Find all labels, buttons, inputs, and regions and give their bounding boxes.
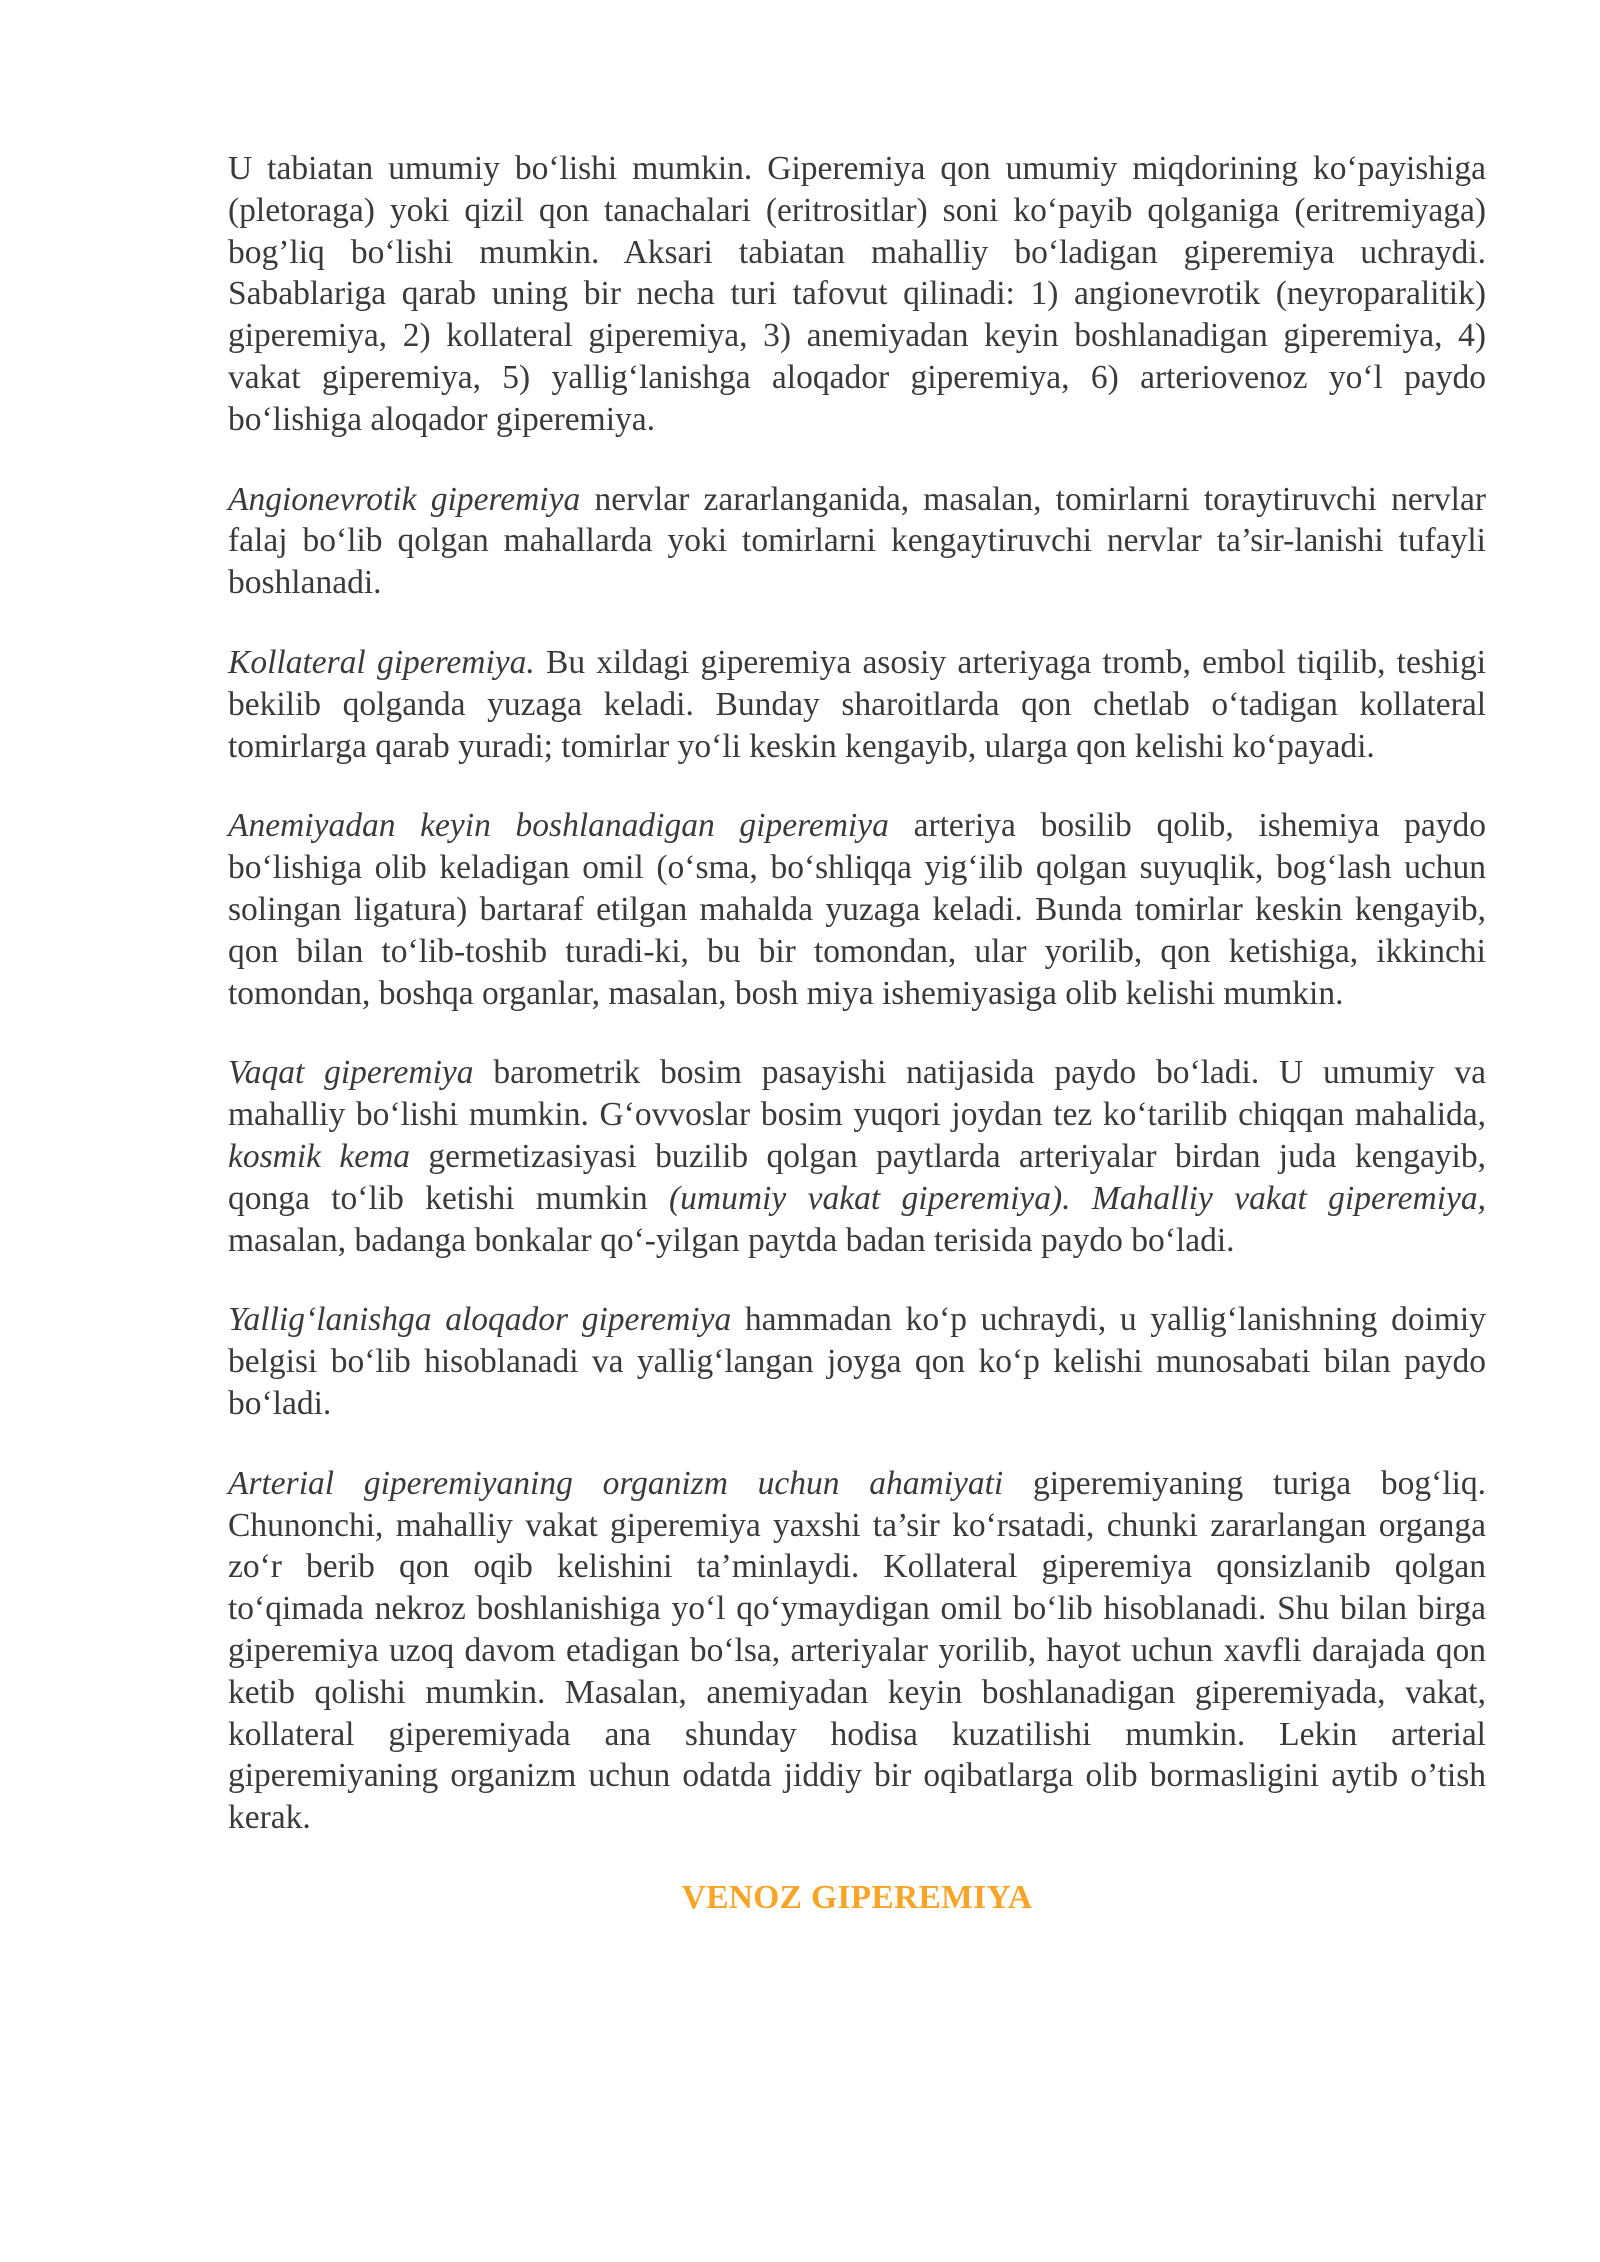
text-run: U tabiatan umumiy bo‘lishi mumkin. Giperemiya qon umumiy miqdorining ko‘payishiga (pletoraga) yoki qizil qon tanachalari (eritrositlar) soni ko‘payib qolganiga (eritremiyaga) bog’liq bo‘lishi mumkin. Aksari tabiatan mahalliy bo‘ladigan giperemiya uchraydi. Sabablariga qarab uning bir necha turi tafovut qilinadi: 1) angionevrotik (neyroparalitik) giperemiya, 2) kollateral giperemiya, 3) anemiyadan keyin boshlanadigan giperemiya, 4) vakat giperemiya, 5) yallig‘lanishga aloqador giperemiya, 6) arteriovenoz yo‘l paydo bo‘lishiga aloqador giperemiya. — [228, 150, 1486, 438]
paragraph — [228, 148, 1486, 441]
italic-term: (umumiy vakat giperemiya). Mahalliy vakat giperemiya, — [669, 1179, 1487, 1217]
italic-term: Kollateral giperemiya. — [228, 643, 535, 681]
text-run: nervlar zararlanganida, masalan, tomirlarni toraytiruvchi nervlar falaj bo‘lib qolgan mahallarda yoki tomirlarni kengaytiruvchi nervlar ta’sir-lanishi tufayli boshlanadi. — [228, 480, 1486, 602]
italic-term: Vaqat giperemiya — [228, 1054, 474, 1092]
italic-term: Angionevrotik giperemiya — [228, 480, 581, 518]
section-heading: VENOZ GIPEREMIYA — [681, 1878, 1033, 1916]
paragraph — [228, 1052, 1486, 1261]
italic-term: Arterial giperemiyaning organizm uchun ahamiyati — [228, 1464, 1004, 1502]
text-run: Bu xildagi giperemiya asosiy arteriyaga tromb, embol tiqilib, teshigi bekilib qolganda yuzaga keladi. Bunday sharoitlarda qon chetlab o‘tadigan kollateral tomirlarga qarab yuradi; tomirlar yo‘li keskin kengayib, ularga qon kelishi ko‘payadi. — [228, 643, 1487, 765]
italic-term: Anemiyadan keyin boshlanadigan giperemiya — [228, 807, 889, 845]
text-run: masalan, badanga bonkalar qo‘-yilgan paytda badan terisida paydo bo‘ladi. — [228, 1221, 1235, 1259]
document-page — [228, 148, 1486, 1919]
italic-term: Yallig‘lanishga aloqador giperemiya — [228, 1301, 732, 1339]
text-run: germetizasiyasi buzilib qolgan paytlarda arteriyalar birdan juda kengayib, qonga to‘lib ketishi mumkin — [228, 1137, 1486, 1217]
text-run: giperemiyaning turiga bog‘liq. Chunonchi, mahalliy vakat giperemiya yaxshi ta’sir ko‘rsatadi, chunki zararlangan organga zo‘r berib qon oqib kelishini ta’minlaydi. Kollateral giperemiya qonsizlanib qolgan to‘qimada nekroz boshlanishiga yo‘l qo‘ymaydigan omil bo‘lib hisoblanadi. Shu bilan birga giperemiya uzoq davom etadigan bo‘lsa, arteriyalar yorilib, hayot uchun xavfli darajada qon ketib qolishi mumkin. Masalan, anemiyadan keyin boshlanadigan giperemiyada, vakat, kollateral giperemiyada ana shunday hodisa kuzatilishi mumkin. Lekin arterial giperemiyaning organizm uchun odatda jiddiy bir oqibatlarga olib bormasligini aytib o’tish kerak. — [228, 1464, 1487, 1837]
paragraph — [228, 1463, 1486, 1839]
text-run: hammadan ko‘p uchraydi, u yallig‘lanishning doimiy belgisi bo‘lib hisoblanadi va yallig‘langan joyga qon ko‘p kelishi munosabati bilan paydo bo‘ladi. — [228, 1301, 1486, 1422]
paragraph — [228, 1299, 1486, 1424]
italic-term: kosmik kema — [228, 1137, 411, 1175]
paragraph — [228, 642, 1486, 767]
text-run: arteriya bosilib qolib, ishemiya paydo bo‘lishiga olib keladigan omil (o‘sma, bo‘shliqqa yig‘ilib qolgan suyuqlik, bog‘lash uchun solingan ligatura) bartaraf etilgan mahalda yuzaga keladi. Bunda tomirlar keskin kengayib, qon bilan to‘lib-toshib turadi-ki, bu bir tomondan, ular yorilib, qon ketishiga, ikkinchi tomondan, boshqa organlar, masalan, bosh miya ishemiyasiga olib kelishi mumkin. — [228, 807, 1486, 1012]
paragraph — [228, 805, 1486, 1014]
paragraph — [228, 479, 1486, 604]
text-run: barometrik bosim pasayishi natijasida paydo bo‘ladi. U umumiy va mahalliy bo‘lishi mumkin. G‘ovvoslar bosim yuqori joydan tez ko‘tarilib chiqqan mahalida, — [228, 1054, 1487, 1134]
